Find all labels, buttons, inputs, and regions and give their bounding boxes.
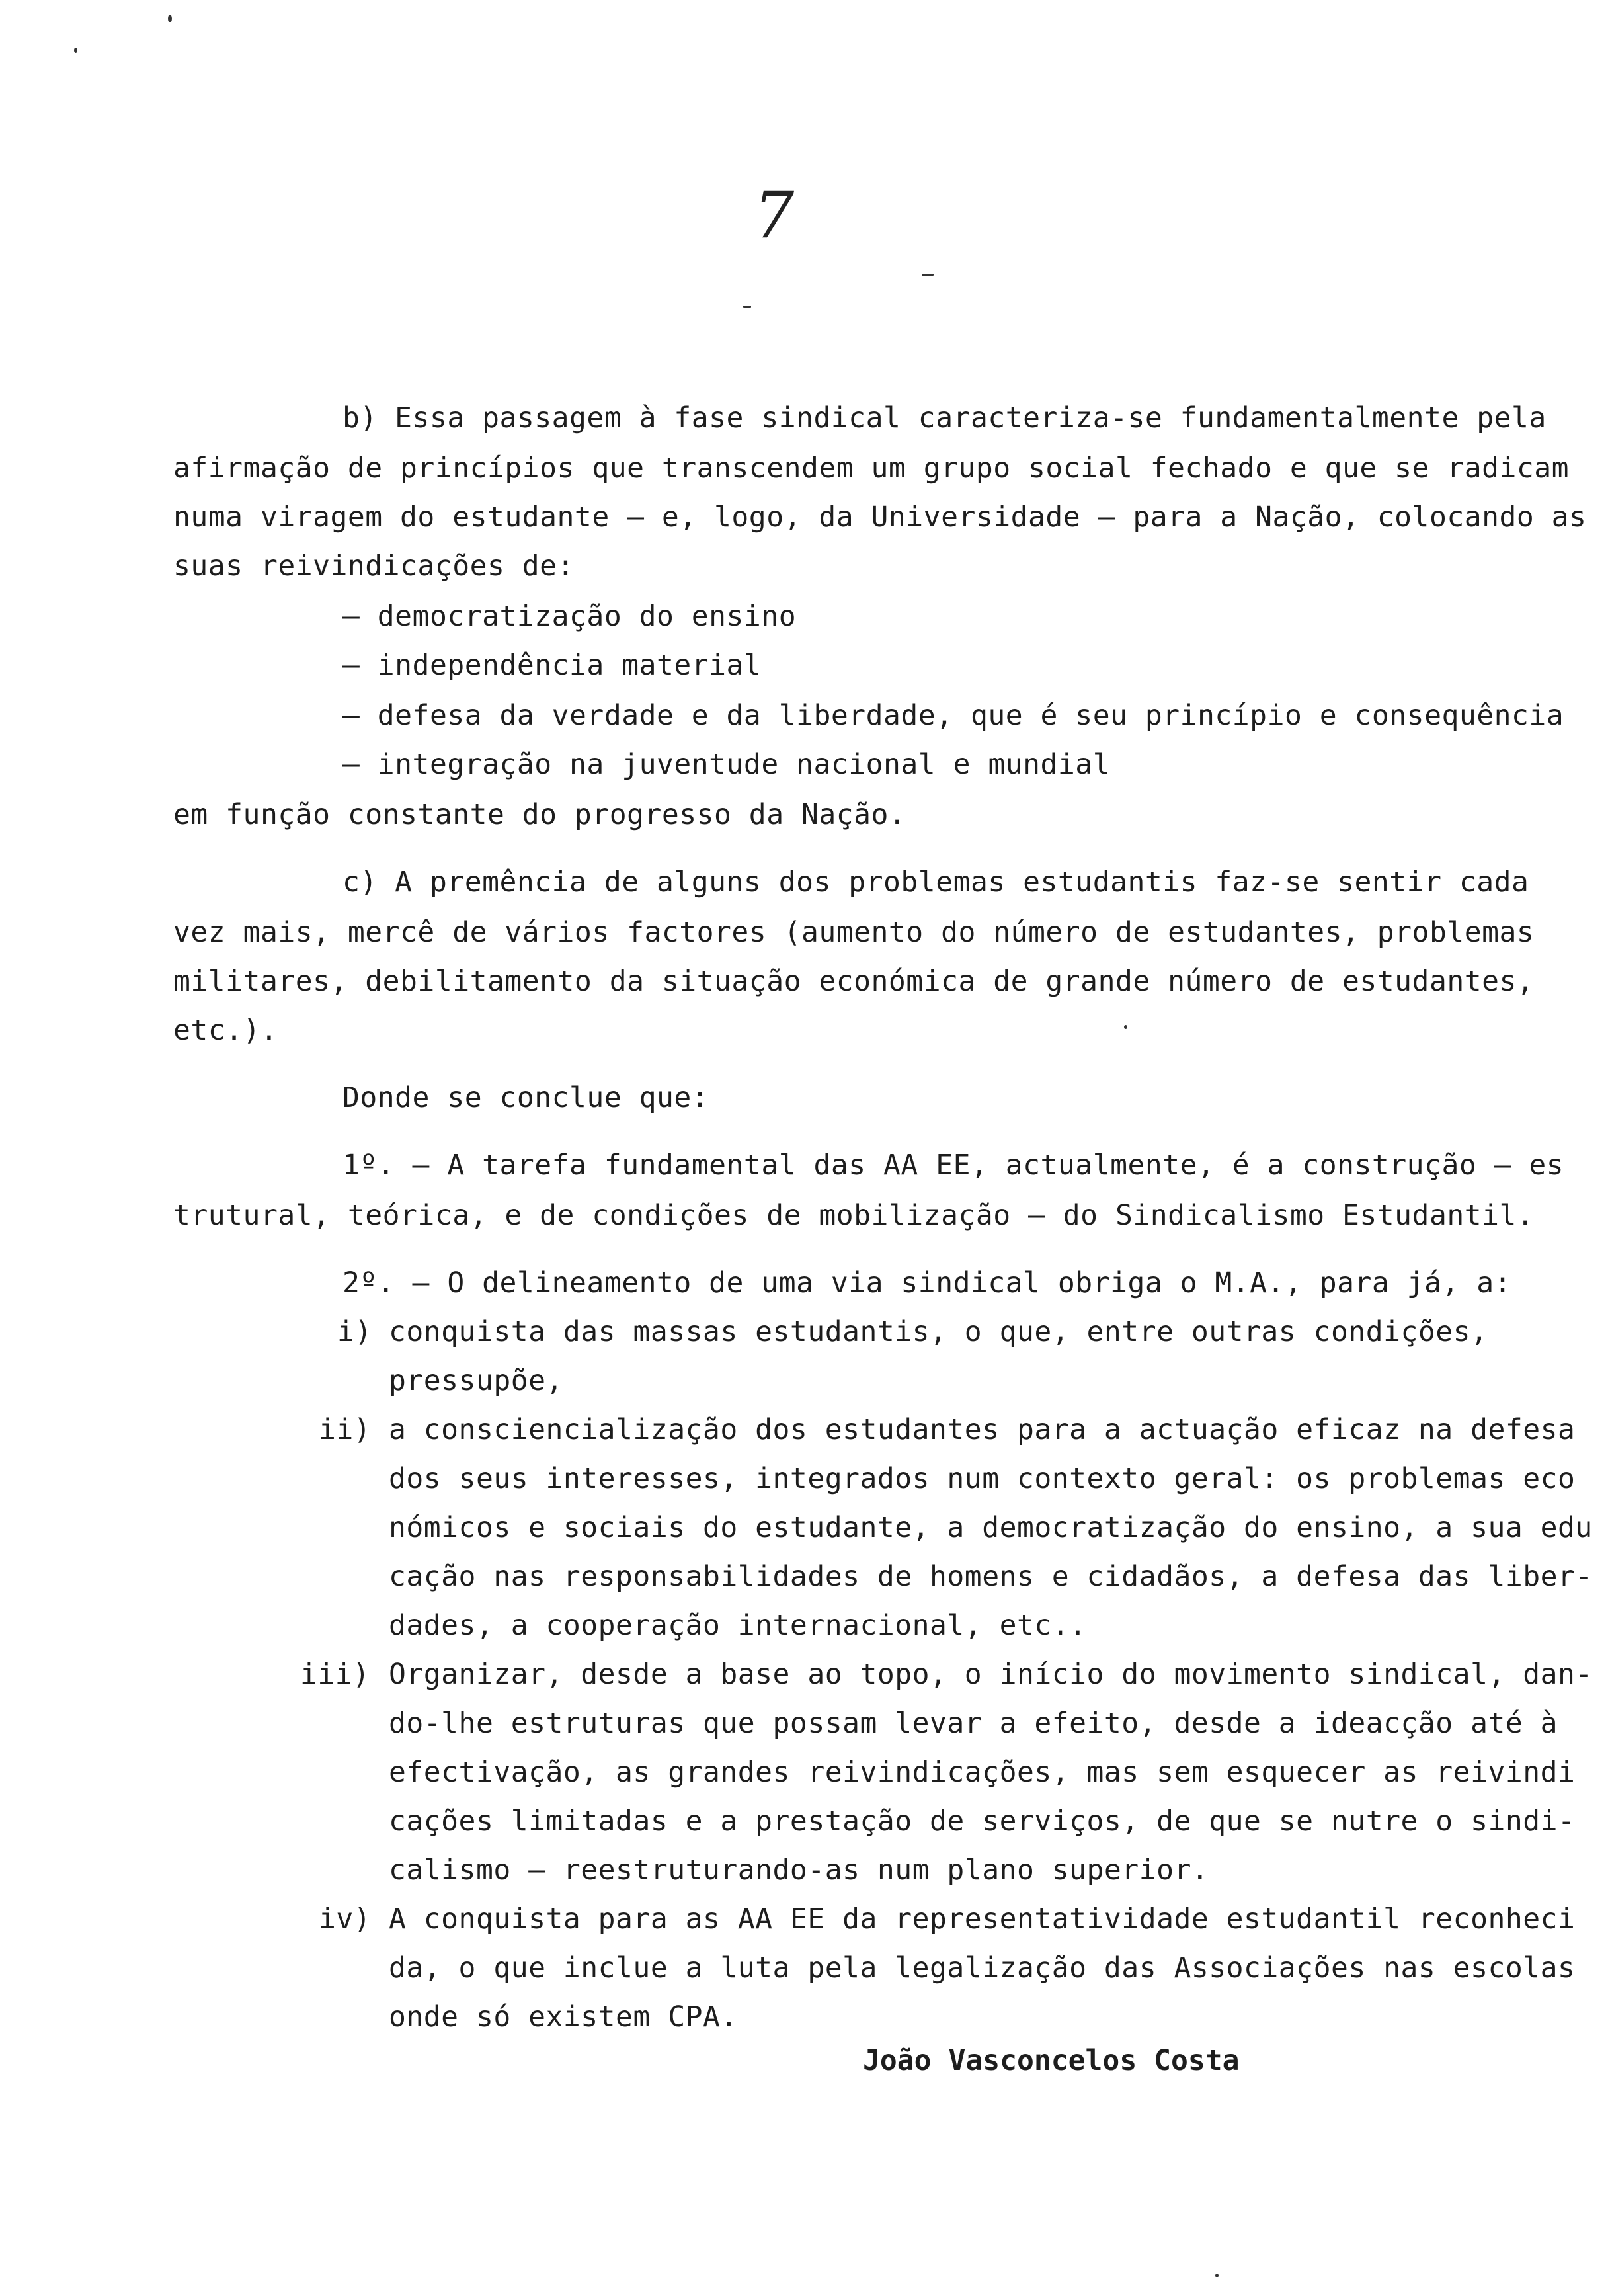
item-iii-line-4: cações limitadas e a prestação de serviços, de que se nutre o sindi- — [389, 1805, 1576, 1838]
item-iii-line-3: efectivação, as grandes reivindicações, mas sem esquecer as reivindi — [389, 1756, 1576, 1789]
list-item-independencia: – independência material — [342, 649, 762, 682]
paragraph-c-line-4: etc.). — [173, 1014, 278, 1047]
scan-speck — [1124, 1025, 1127, 1029]
scan-speck — [922, 274, 934, 276]
item-iii-line-1: Organizar, desde a base ao topo, o início do movimento sindical, dan- — [389, 1658, 1593, 1691]
item-iii-line-2: do-lhe estruturas que possam levar a efeito, desde a ideacção até à — [389, 1707, 1558, 1740]
item-i-marker: i) — [337, 1315, 372, 1348]
item-i-line-2: pressupõe, — [389, 1364, 563, 1397]
conclusion-1-line-1: 1º. – A tarefa fundamental das AA EE, actualmente, é a construção – es — [342, 1149, 1564, 1182]
paragraph-c-line-3: militares, debilitamento da situação económica de grande número de estudantes, — [173, 965, 1535, 998]
paragraph-b-closing: em função constante do progresso da Nação. — [173, 798, 906, 831]
item-iii-marker: iii) — [300, 1658, 370, 1691]
item-iii-line-5: calismo – reestruturando-as num plano superior. — [389, 1854, 1209, 1887]
item-ii-line-5: dades, a cooperação internacional, etc.. — [389, 1609, 1087, 1642]
page-number: 7 — [754, 179, 795, 253]
scan-speck — [168, 15, 172, 22]
item-iv-marker: iv) — [319, 1903, 372, 1936]
paragraph-c-line-2: vez mais, mercê de vários factores (aumento do número de estudantes, problemas — [173, 916, 1535, 949]
item-iv-line-1: A conquista para as AA EE da representatividade estudantil reconheci — [389, 1903, 1576, 1936]
signature: João Vasconcelos Costa — [863, 2044, 1240, 2077]
scan-speck — [743, 306, 751, 308]
paragraph-b-line-1: b) Essa passagem à fase sindical caracteriza-se fundamentalmente pela — [342, 401, 1547, 434]
paragraph-c-line-1: c) A premência de alguns dos problemas estudantis faz-se sentir cada — [342, 866, 1529, 899]
item-ii-line-4: cação nas responsabilidades de homens e cidadãos, a defesa das liber- — [389, 1560, 1593, 1593]
item-ii-marker: ii) — [319, 1413, 372, 1446]
conclusion-2-intro: 2º. – O delineamento de uma via sindical obriga o M.A., para já, a: — [342, 1266, 1512, 1299]
item-iv-line-2: da, o que inclue a luta pela legalização das Associações nas escolas — [389, 1951, 1576, 1985]
scan-speck — [74, 48, 77, 53]
conclusion-intro: Donde se conclue que: — [342, 1081, 709, 1114]
list-item-democratizacao: – democratização do ensino — [342, 600, 797, 633]
scan-speck — [1215, 2274, 1219, 2277]
item-ii-line-1: a consciencialização dos estudantes para a actuação eficaz na defesa — [389, 1413, 1576, 1446]
item-ii-line-3: nómicos e sociais do estudante, a democratização do ensino, a sua edu — [389, 1511, 1593, 1544]
item-i-line-1: conquista das massas estudantis, o que, entre outras condições, — [389, 1315, 1488, 1348]
list-item-integracao: – integração na juventude nacional e mundial — [342, 748, 1111, 781]
paragraph-b-line-3: numa viragem do estudante – e, logo, da Universidade – para a Nação, colocando as — [173, 501, 1587, 534]
conclusion-1-line-2: trutural, teórica, e de condições de mobilização – do Sindicalismo Estudantil. — [173, 1199, 1535, 1232]
paragraph-b-line-4: suas reivindicações de: — [173, 550, 575, 583]
item-iv-line-3: onde só existem CPA. — [389, 2000, 738, 2033]
item-ii-line-2: dos seus interesses, integrados num contexto geral: os problemas eco — [389, 1462, 1576, 1495]
paragraph-b-line-2: afirmação de princípios que transcendem um grupo social fechado e que se radicam — [173, 452, 1570, 485]
list-item-defesa-verdade: – defesa da verdade e da liberdade, que é seu princípio e consequência — [342, 699, 1564, 732]
